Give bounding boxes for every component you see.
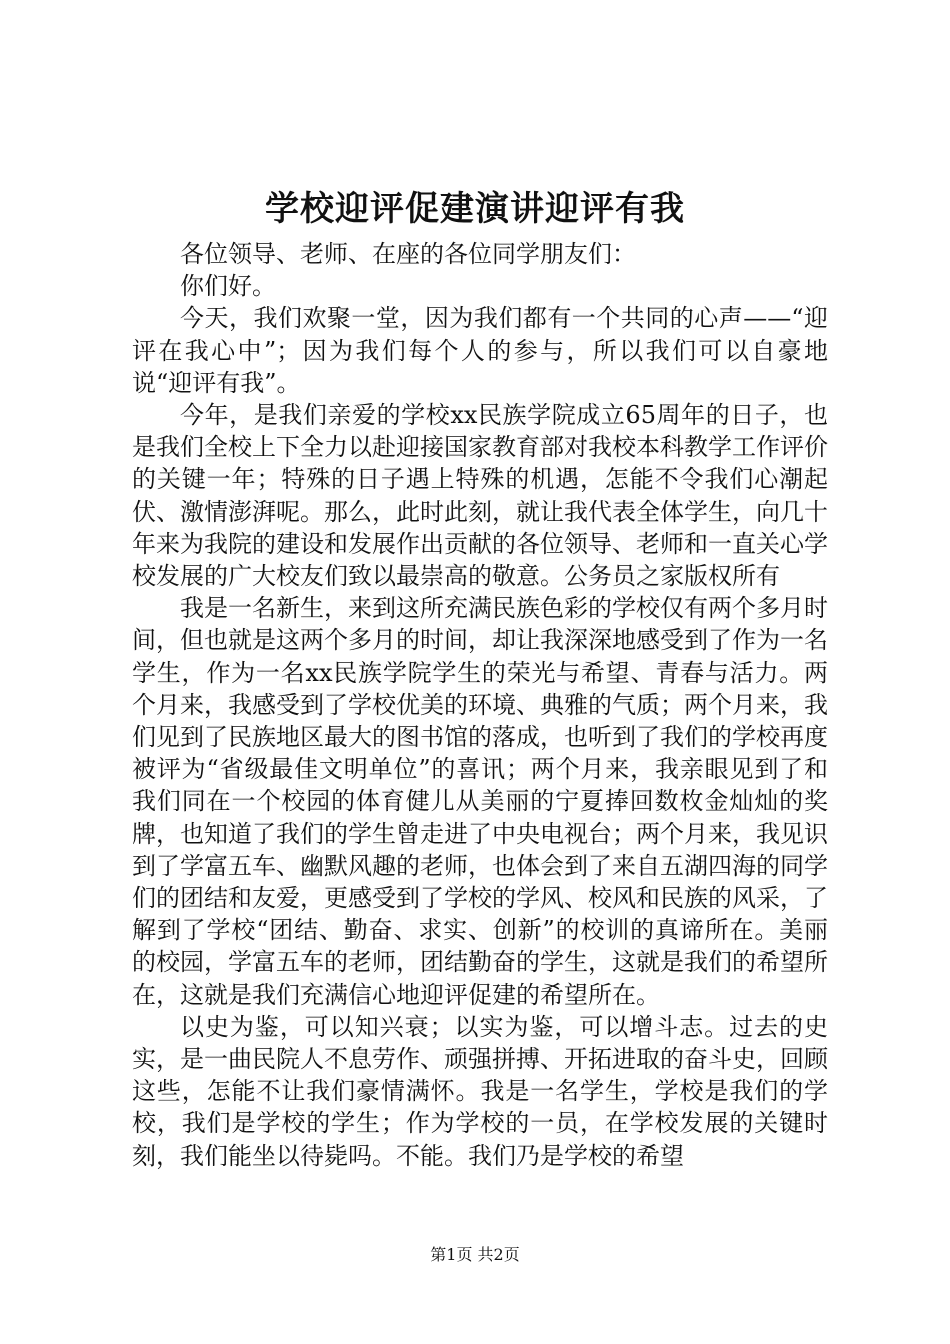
- paragraph-salutation: 各位领导、老师、在座的各位同学朋友们：: [180, 240, 636, 268]
- paragraph-new-student: 我是一名新生，来到这所充满民族色彩的学校仅有两个多月时间，但也就是这两个多月的时间，却让我深深地感受到了作为一名学生，作为一名xx民族学院学生的荣光与希望、青春与活力。两个月来，我感受到了学校优美的环境、典雅的气质；两个月来，我们见到了民族地区最大的图书馆的落成，也听到了我们的学校再度被评为“省级最佳文明单位”的喜讯；两个月来，我亲眼见到了和我们同在一个校园的体育健儿从美丽的宁夏捧回数枚金灿灿的奖牌，也知道了我们的学生曾走进了中央电视台；两个月来，我见识到了学富五车、幽默风趣的老师，也体会到了来自五湖四海的同学们的团结和友爱，更感受到了学校的学风、校风和民族的风采，了解到了学校“团结、勤奋、求实、创新”的校训的真谛所在。美丽的校园，学富五车的老师，团结勤奋的学生，这就是我们的希望所在，这就是我们充满信心地迎评促建的希望所在。: [132, 594, 828, 1009]
- document-title: 学校迎评促建演讲迎评有我: [265, 189, 685, 229]
- paragraph-intro: 今天，我们欢聚一堂，因为我们都有一个共同的心声——“迎评在我心中”；因为我们每个人的参与，所以我们可以自豪地说“迎评有我”。: [132, 304, 828, 397]
- document-body: [132, 238, 828, 1172]
- paragraph-greeting: 你们好。: [180, 272, 276, 301]
- paragraph-history: 以史为鉴，可以知兴衰；以实为鉴，可以增斗志。过去的史实，是一曲民院人不息劳作、顽强拼搏、开拓进取的奋斗史，回顾这些，怎能不让我们豪情满怀。我是一名学生，学校是我们的学校，我们是学校的学生；作为学校的一员，在学校发展的关键时刻，我们能坐以待毙吗。不能。我们乃是学校的希望: [132, 1012, 828, 1170]
- page-number-footer: 第1页 共2页: [430, 1245, 520, 1264]
- paragraph-anniversary: 今年，是我们亲爱的学校xx民族学院成立65周年的日子，也是我们全校上下全力以赴迎接国家教育部对我校本科教学工作评价的关键一年；特殊的日子遇上特殊的机遇，怎能不令我们心潮起伏、激情澎湃呢。那么，此时此刻，就让我代表全体学生，向几十年来为我院的建设和发展作出贡献的各位领导、老师和一直关心学校发展的广大校友们致以最崇高的敬意。公务员之家版权所有: [132, 401, 828, 591]
